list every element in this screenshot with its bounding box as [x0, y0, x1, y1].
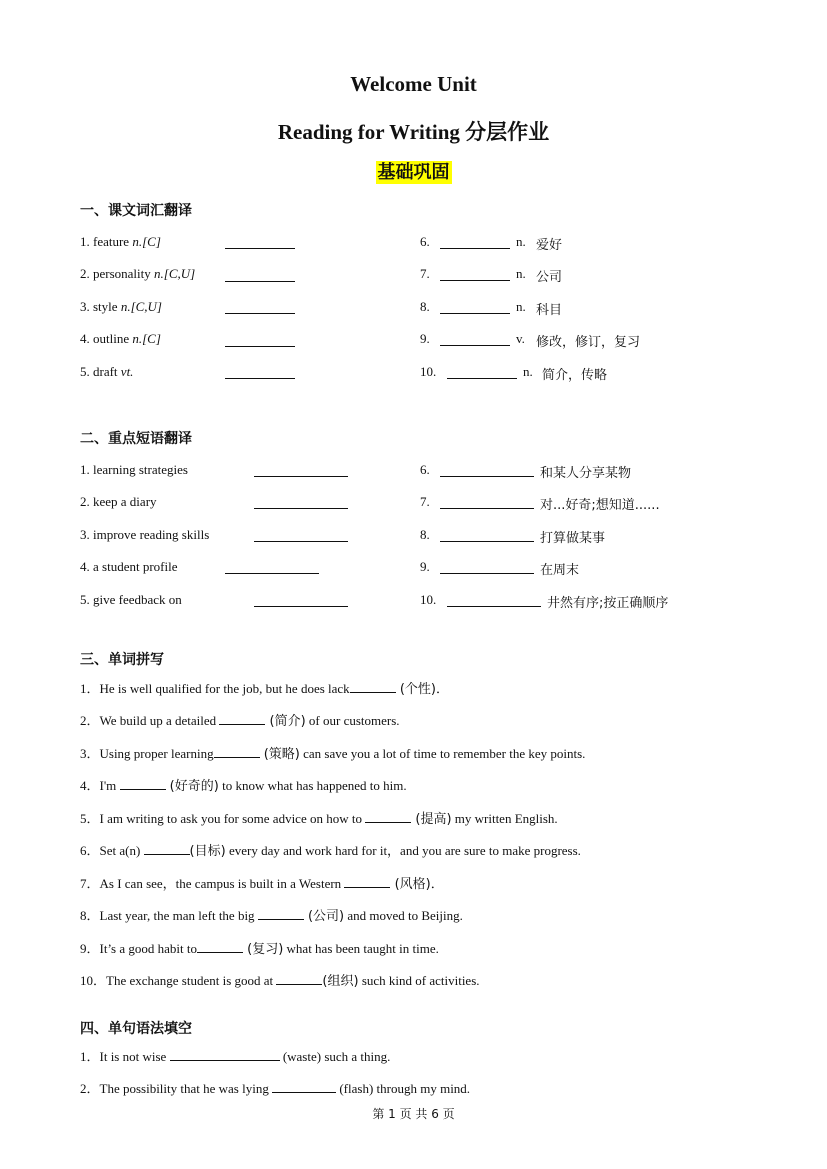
- answer-blank[interactable]: [440, 313, 510, 314]
- answer-blank[interactable]: [440, 476, 534, 477]
- answer-blank[interactable]: [144, 842, 190, 855]
- hint-text: (风格)．: [390, 877, 444, 892]
- part-of-speech: vt.: [120, 364, 134, 379]
- page-title: Welcome Unit: [350, 72, 477, 96]
- list-item: 2. keep a diary: [80, 494, 157, 509]
- item-number: 8.: [420, 299, 430, 314]
- list-item: [420, 559, 580, 578]
- sentence-text: 4．I'm: [80, 778, 120, 793]
- sentence-text: 2．We build up a detailed: [80, 713, 220, 728]
- answer-blank[interactable]: [254, 541, 348, 542]
- answer-blank[interactable]: [447, 606, 541, 607]
- answer-blank[interactable]: [225, 248, 295, 249]
- answer-blank[interactable]: [225, 573, 319, 574]
- list-item: [420, 299, 563, 318]
- answer-blank[interactable]: [197, 940, 243, 953]
- chinese-meaning: 对...好奇;想知道......: [540, 498, 660, 513]
- list-item: [80, 266, 195, 282]
- list-item: [80, 905, 463, 924]
- vocab-word: style: [93, 299, 118, 314]
- answer-blank[interactable]: [440, 573, 534, 574]
- part-of-speech: n.[C,U]: [154, 266, 196, 281]
- hint-text: (waste): [279, 1049, 322, 1064]
- sentence-text: 2．The possibility that he was lying: [80, 1081, 273, 1096]
- list-item: 5. give feedback on: [80, 592, 182, 607]
- chinese-meaning: 科目: [536, 303, 563, 318]
- item-number: 9.: [420, 559, 430, 574]
- sentence-text: of our customers.: [305, 713, 400, 728]
- hint-text: (提高): [411, 812, 452, 827]
- list-item: 4. a student profile: [80, 559, 178, 574]
- chinese-meaning: 修改，修订，复习: [536, 335, 641, 350]
- part-of-speech: n.[C,U]: [120, 299, 162, 314]
- answer-blank[interactable]: [440, 508, 534, 509]
- answer-blank[interactable]: [225, 346, 295, 347]
- hint-text: (目标): [189, 844, 226, 859]
- section1-heading: 一、课文词汇翻译: [80, 203, 192, 219]
- answer-blank[interactable]: [225, 281, 295, 282]
- list-item: [80, 808, 558, 827]
- level-label: [0, 158, 827, 184]
- sentence-text: 5．I am writing to ask you for some advice on how to: [80, 811, 366, 826]
- part-of-speech: n.: [516, 234, 526, 249]
- answer-blank[interactable]: [344, 875, 390, 888]
- vocab-word: personality: [93, 266, 151, 281]
- item-number: 7.: [420, 266, 430, 281]
- sentence-text: can save you a lot of time to remember the key points.: [299, 746, 586, 761]
- sentence-text: 6．Set a(n): [80, 843, 144, 858]
- list-item: [420, 494, 660, 513]
- sentence-text: 1．It is not wise: [80, 1049, 170, 1064]
- vocab-word: feature: [93, 234, 130, 249]
- chinese-meaning: 在周末: [540, 563, 580, 578]
- chinese-meaning: 公司: [536, 270, 563, 285]
- list-item: 1. learning strategies: [80, 462, 188, 477]
- sentence-text: 3．Using proper learning: [80, 746, 214, 761]
- part-of-speech: n.: [516, 299, 526, 314]
- list-item: [420, 462, 632, 481]
- answer-blank[interactable]: [225, 313, 295, 314]
- part-of-speech: n.: [523, 364, 533, 379]
- list-item: [420, 592, 669, 611]
- list-item: [80, 873, 444, 892]
- item-number: 2.: [80, 266, 90, 281]
- answer-blank[interactable]: [276, 972, 322, 985]
- sentence-text: to know what has happened to him.: [218, 778, 407, 793]
- answer-blank[interactable]: [254, 606, 348, 607]
- chinese-meaning: 井然有序;按正确顺序: [547, 596, 669, 611]
- item-number: 4.: [80, 331, 90, 346]
- sentence-text: 8．Last year, the man left the big: [80, 908, 258, 923]
- answer-blank[interactable]: [214, 745, 260, 758]
- answer-blank[interactable]: [120, 777, 166, 790]
- list-item: [80, 710, 400, 729]
- list-item: [80, 364, 133, 380]
- answer-blank[interactable]: [447, 378, 517, 379]
- chinese-meaning: 和某人分享某物: [540, 466, 632, 481]
- list-item: [80, 775, 407, 794]
- hint-text: (公司): [303, 909, 345, 924]
- section2-heading: 二、重点短语翻译: [80, 431, 192, 447]
- hint-text: (简介): [265, 714, 306, 729]
- chinese-meaning: 简介，传略: [542, 368, 608, 383]
- sentence-text: 1．He is well qualified for the job, but he does lack: [80, 681, 350, 696]
- list-item: [80, 1046, 390, 1065]
- answer-blank[interactable]: [254, 476, 348, 477]
- sentence-text: what has been taught in time.: [283, 941, 439, 956]
- vocab-word: outline: [93, 331, 130, 346]
- sentence-text: 10．The exchange student is good at: [80, 973, 277, 988]
- part-of-speech: n.[C]: [132, 234, 161, 249]
- answer-blank[interactable]: [440, 541, 534, 542]
- level-highlight: 基础巩固: [377, 162, 450, 183]
- list-item: [80, 970, 480, 989]
- hint-text: (复习): [243, 942, 284, 957]
- list-item: [420, 331, 641, 350]
- hint-text: (组织): [322, 974, 359, 989]
- item-number: 3.: [80, 299, 90, 314]
- hint-text: (策略): [259, 747, 300, 762]
- list-item: [420, 234, 563, 253]
- section3-heading: 三、单词拼写: [80, 652, 164, 668]
- answer-blank[interactable]: [440, 280, 510, 281]
- list-item: [80, 1078, 470, 1097]
- page-footer: 第 1 页 共 6 页: [372, 1107, 455, 1121]
- hint-text: (个性)．: [395, 682, 449, 697]
- sentence-text: and moved to Beijing.: [344, 908, 463, 923]
- answer-blank[interactable]: [258, 907, 304, 920]
- item-number: 6.: [420, 234, 430, 249]
- sentence-text: through my mind.: [373, 1081, 471, 1096]
- list-item: [80, 840, 581, 859]
- answer-blank[interactable]: [440, 248, 510, 249]
- answer-blank[interactable]: [254, 508, 348, 509]
- list-item: [420, 527, 606, 546]
- answer-blank[interactable]: [219, 712, 265, 725]
- section4-heading: 四、单句语法填空: [80, 1021, 192, 1037]
- part-of-speech: v.: [516, 331, 525, 346]
- sentence-text: such kind of activities.: [358, 973, 480, 988]
- list-item: [420, 266, 563, 285]
- sentence-text: every day and work hard for it，and you are sure to make progress.: [225, 843, 581, 858]
- item-number: 10.: [420, 364, 437, 379]
- list-item: [80, 331, 161, 347]
- hint-text: (好奇的): [165, 779, 219, 794]
- item-number: 5.: [80, 364, 90, 379]
- sentence-text: my written English.: [451, 811, 558, 826]
- item-number: 10.: [420, 592, 437, 607]
- part-of-speech: n.[C]: [132, 331, 161, 346]
- list-item: [80, 234, 161, 250]
- list-item: [80, 938, 439, 957]
- list-item: [80, 299, 162, 315]
- item-number: 7.: [420, 494, 430, 509]
- answer-blank[interactable]: [350, 680, 396, 693]
- sentence-text: 7．As I can see，the campus is built in a Western: [80, 876, 345, 891]
- list-item: [420, 364, 608, 383]
- list-item: 3. improve reading skills: [80, 527, 210, 542]
- vocab-word: draft: [93, 364, 118, 379]
- answer-blank[interactable]: [440, 345, 510, 346]
- item-number: 8.: [420, 527, 430, 542]
- part-of-speech: n.: [516, 266, 526, 281]
- item-number: 6.: [420, 462, 430, 477]
- chinese-meaning: 爱好: [536, 238, 563, 253]
- sentence-text: such a thing.: [321, 1049, 391, 1064]
- page-subtitle: Reading for Writing 分层作业: [277, 120, 550, 144]
- item-number: 1.: [80, 234, 90, 249]
- hint-text: (flash): [336, 1081, 374, 1096]
- item-number: 9.: [420, 331, 430, 346]
- answer-blank[interactable]: [272, 1080, 336, 1093]
- list-item: [80, 743, 585, 762]
- answer-blank[interactable]: [365, 810, 411, 823]
- sentence-text: 9．It’s a good habit to: [80, 941, 197, 956]
- list-item: [80, 678, 449, 697]
- answer-blank[interactable]: [170, 1048, 280, 1061]
- answer-blank[interactable]: [225, 378, 295, 379]
- chinese-meaning: 打算做某事: [540, 531, 606, 546]
